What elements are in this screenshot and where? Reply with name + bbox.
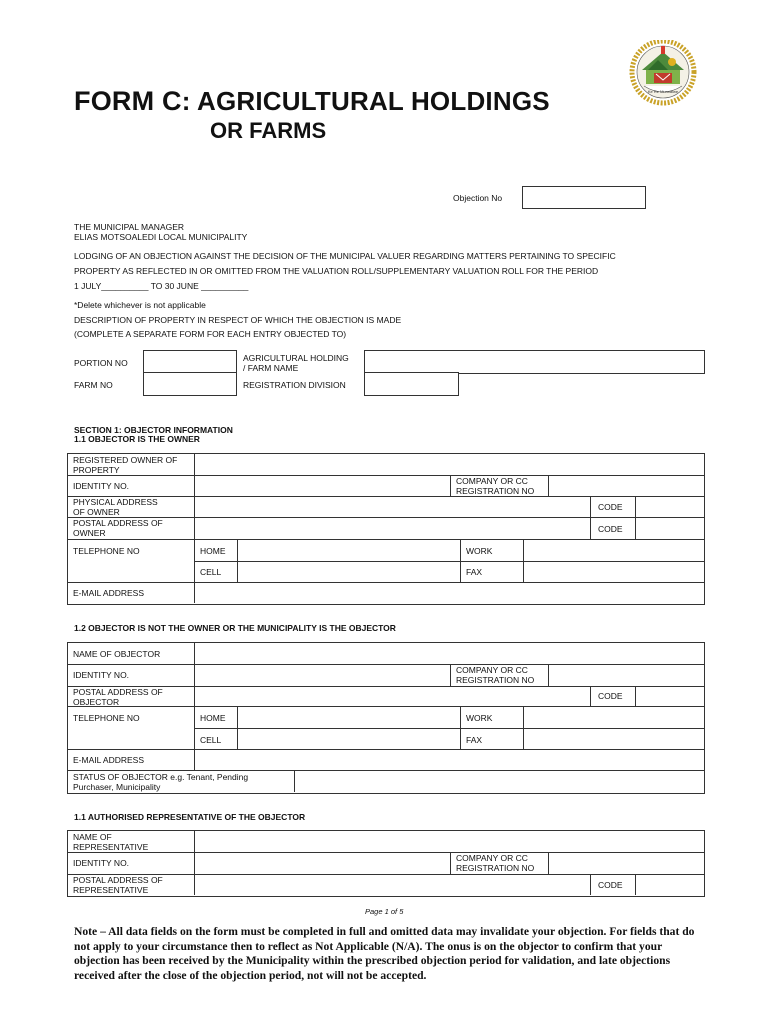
objector-postal-label: POSTAL ADDRESS OF OBJECTOR — [73, 687, 163, 707]
farm-no-field[interactable] — [143, 372, 237, 396]
delete-note: *Delete whichever is not applicable — [74, 300, 206, 310]
objector-postal-field[interactable] — [196, 688, 588, 705]
home-phone-field[interactable] — [239, 541, 458, 560]
fax-label: FAX — [466, 567, 483, 577]
fax-field[interactable] — [525, 563, 702, 581]
objector-home-field[interactable] — [239, 708, 458, 727]
representative-code-label: CODE — [598, 880, 623, 890]
separate-form-note: (COMPLETE A SEPARATE FORM FOR EACH ENTRY OBJECTED TO) — [74, 329, 347, 339]
objector-name-field[interactable] — [196, 644, 702, 663]
representative-name-label: NAME OF REPRESENTATIVE — [73, 832, 149, 852]
addressee-line2: ELIAS MOTSOALEDI LOCAL MUNICIPALITY — [74, 232, 248, 242]
postal-code-label: CODE — [598, 524, 623, 534]
registration-division-field[interactable] — [364, 372, 459, 396]
section12-heading: 1.2 OBJECTOR IS NOT THE OWNER OR THE MUNICIPALITY IS THE OBJECTOR — [74, 623, 396, 633]
registered-owner-field[interactable] — [196, 455, 702, 474]
objector-work-field[interactable] — [525, 708, 702, 727]
objector-identity-field[interactable] — [196, 666, 448, 685]
farm-no-label: FARM NO — [74, 380, 113, 390]
section1-heading: SECTION 1: OBJECTOR INFORMATION — [74, 425, 233, 435]
holding-name-label: AGRICULTURAL HOLDING / FARM NAME — [243, 353, 349, 373]
objector-company-field[interactable] — [550, 666, 702, 685]
telephone-no-label: TELEPHONE NO — [73, 546, 140, 556]
postal-address-field[interactable] — [196, 519, 588, 538]
objector-fax-field[interactable] — [525, 730, 702, 748]
page-number: Page 1 of 5 — [365, 907, 404, 916]
company-reg-field[interactable] — [550, 477, 702, 495]
portion-no-field[interactable] — [143, 350, 237, 374]
objector-cell-label: CELL — [200, 735, 222, 745]
cell-phone-field[interactable] — [239, 563, 458, 581]
objector-code-field[interactable] — [637, 688, 702, 705]
objector-work-label: WORK — [466, 713, 493, 723]
physical-address-field[interactable] — [196, 498, 588, 516]
home-label: HOME — [200, 546, 226, 556]
physical-code-label: CODE — [598, 502, 623, 512]
portion-no-label: PORTION NO — [74, 358, 128, 368]
objector-email-field[interactable] — [196, 751, 702, 769]
objection-no-label: Objection No — [453, 193, 503, 203]
email-label: E-MAIL ADDRESS — [73, 588, 145, 598]
objector-name-label: NAME OF OBJECTOR — [73, 649, 161, 659]
objector-fax-label: FAX — [466, 735, 483, 745]
objector-status-label: STATUS OF OBJECTOR e.g. Tenant, Pending Purchaser, Municipality — [73, 772, 249, 792]
postal-code-field[interactable] — [637, 519, 702, 538]
objector-cell-field[interactable] — [239, 730, 458, 748]
identity-no-field[interactable] — [196, 477, 448, 495]
objector-code-label: CODE — [598, 691, 623, 701]
intro-line2: PROPERTY AS REFLECTED IN OR OMITTED FROM THE VALUATION ROLL/SUPPLEMENTARY VALUATION ROLL FOR THE PERIOD — [74, 266, 599, 276]
email-field[interactable] — [196, 584, 702, 602]
objector-status-field[interactable] — [296, 772, 702, 791]
cell-label: CELL — [200, 567, 222, 577]
registered-owner-label: REGISTERED OWNER OF PROPERTY — [73, 455, 178, 475]
section1-subheading: 1.1 OBJECTOR IS THE OWNER — [74, 434, 200, 444]
representative-postal-label: POSTAL ADDRESS OF REPRESENTATIVE — [73, 875, 163, 895]
logo-motto: Ke Re Murwaiwe — [647, 89, 679, 94]
representative-name-field[interactable] — [196, 832, 702, 851]
company-reg-label: COMPANY OR CC REGISTRATION NO — [456, 476, 535, 496]
form-title-line2: OR FARMS — [210, 118, 327, 143]
note-paragraph: Note – All data fields on the form must be completed in full and omitted data may invalidate your objection. For fields that do not apply to your circumstance then to reflect as Not Applicable (N/A). The onus is on the objector to confirm that your objection has been received by the Municipality within the prescribed objection period for validation, and late objections received after the close of the objection period, not will not be accepted. — [74, 925, 695, 982]
representative-company-field[interactable] — [550, 854, 702, 873]
representative-heading: 1.1 AUTHORISED REPRESENTATIVE OF THE OBJECTOR — [74, 812, 306, 822]
objector-telephone-label: TELEPHONE NO — [73, 713, 140, 723]
postal-address-label: POSTAL ADDRESS OF OWNER — [73, 518, 163, 538]
objector-company-label: COMPANY OR CC REGISTRATION NO — [456, 665, 535, 685]
form-title: FORM C: AGRICULTURAL HOLDINGS — [74, 86, 550, 116]
registration-division-label: REGISTRATION DIVISION — [243, 380, 346, 390]
work-label: WORK — [466, 546, 493, 556]
representative-code-field[interactable] — [637, 876, 702, 894]
identity-no-label: IDENTITY NO. — [73, 481, 130, 491]
intro-period: 1 JULY__________ TO 30 JUNE __________ — [74, 281, 249, 291]
addressee-line1: THE MUNICIPAL MANAGER — [74, 222, 185, 232]
representative-identity-field[interactable] — [196, 854, 448, 873]
intro-line1: LODGING OF AN OBJECTION AGAINST THE DECISION OF THE MUNICIPAL VALUER REGARDING MATTERS PERTAINING TO SPECIFIC — [74, 251, 616, 261]
physical-address-label: PHYSICAL ADDRESS OF OWNER — [73, 497, 158, 517]
objection-no-field[interactable] — [522, 186, 646, 209]
objector-email-label: E-MAIL ADDRESS — [73, 755, 145, 765]
objector-identity-label: IDENTITY NO. — [73, 670, 130, 680]
municipal-crest-logo — [628, 40, 698, 106]
representative-identity-label: IDENTITY NO. — [73, 858, 130, 868]
representative-postal-field[interactable] — [196, 876, 588, 894]
objector-home-label: HOME — [200, 713, 226, 723]
representative-company-label: COMPANY OR CC REGISTRATION NO — [456, 853, 535, 873]
physical-code-field[interactable] — [637, 498, 702, 516]
property-description-heading: DESCRIPTION OF PROPERTY IN RESPECT OF WHICH THE OBJECTION IS MADE — [74, 315, 402, 325]
holding-name-field[interactable] — [364, 350, 705, 374]
work-phone-field[interactable] — [525, 541, 702, 560]
